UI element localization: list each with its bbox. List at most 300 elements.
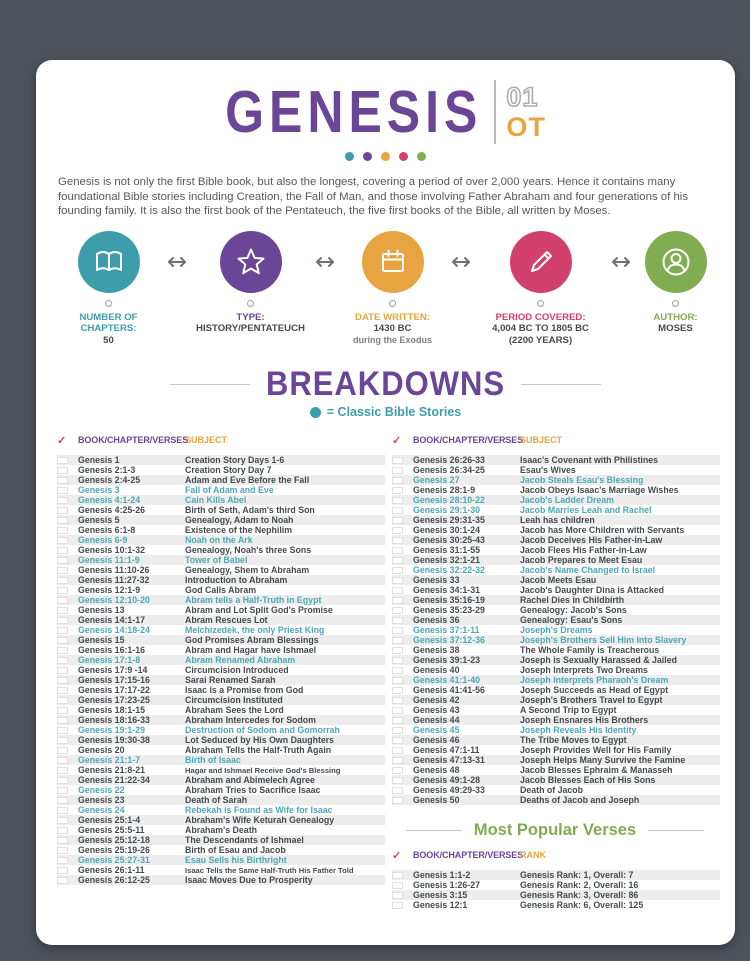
row-text: Tower of Babel bbox=[185, 555, 248, 566]
verse-ref: Genesis 35:23-29 bbox=[413, 605, 485, 616]
row-checkbox bbox=[57, 687, 68, 695]
verse-ref: Genesis 25:19-26 bbox=[78, 845, 150, 856]
row-checkbox bbox=[57, 467, 68, 475]
verse-ref: Genesis 49:1-28 bbox=[413, 775, 480, 786]
row-checkbox bbox=[57, 667, 68, 675]
row-text: Adam and Eve Before the Fall bbox=[185, 475, 310, 486]
row-checkbox bbox=[57, 597, 68, 605]
row-text: Lot Seduced by His Own Daughters bbox=[185, 735, 335, 746]
table-row bbox=[57, 525, 385, 535]
row-checkbox bbox=[57, 477, 68, 485]
stat-type bbox=[189, 231, 313, 347]
row-text: Abraham Tries to Sacrifice Isaac bbox=[185, 785, 321, 796]
verse-ref: Genesis 49:29-33 bbox=[413, 785, 485, 796]
verse-ref: Genesis 30:1-24 bbox=[413, 525, 480, 536]
row-text: Abram tells a Half-Truth in Egypt bbox=[185, 595, 322, 606]
row-checkbox bbox=[57, 827, 68, 835]
row-text: Leah has children bbox=[520, 515, 595, 526]
row-text: Joseph's Brothers Sell Him Into Slavery bbox=[520, 635, 687, 646]
table-row bbox=[392, 725, 720, 735]
row-checkbox bbox=[392, 747, 403, 755]
verse-ref: Genesis 45 bbox=[413, 725, 460, 736]
verse-ref: Genesis 25:1-4 bbox=[78, 815, 141, 826]
table-row bbox=[57, 855, 385, 865]
table-row bbox=[57, 515, 385, 525]
header-divider bbox=[494, 80, 496, 144]
row-text: Abram Renamed Abraham bbox=[185, 655, 296, 666]
row-text: Abraham Tells the Half-Truth Again bbox=[185, 745, 332, 756]
row-checkbox bbox=[392, 777, 403, 785]
table-row bbox=[57, 865, 385, 875]
row-text: Genealogy, Shem to Abraham bbox=[185, 565, 310, 576]
verse-ref: Genesis 47:1-11 bbox=[413, 745, 480, 756]
table-row bbox=[392, 505, 720, 515]
testament-label: OT bbox=[506, 111, 546, 142]
row-text: God Calls Abram bbox=[185, 585, 257, 596]
row-text: Hagar and Ishmael Receive God's Blessing bbox=[185, 765, 341, 775]
verse-ref: Genesis 11:1-9 bbox=[78, 555, 140, 566]
row-checkbox bbox=[57, 847, 68, 855]
table-row bbox=[57, 545, 385, 555]
table-row bbox=[57, 695, 385, 705]
row-text: Creation Story Days 1-6 bbox=[185, 455, 285, 466]
row-checkbox bbox=[57, 697, 68, 705]
verse-ref: Genesis 16:1-16 bbox=[78, 645, 145, 656]
row-checkbox bbox=[392, 637, 403, 645]
column-header-book: BOOK/CHAPTER/VERSES bbox=[78, 435, 189, 446]
stat-value: MOSES bbox=[658, 323, 693, 335]
book-number: 01 bbox=[506, 81, 539, 112]
row-checkbox bbox=[392, 892, 403, 900]
row-checkbox bbox=[392, 557, 403, 565]
verse-ref: Genesis 24 bbox=[78, 805, 125, 816]
table-header bbox=[392, 433, 720, 447]
table-row bbox=[57, 635, 385, 645]
row-checkbox bbox=[392, 902, 403, 910]
table-row bbox=[392, 705, 720, 715]
verse-ref: Genesis 30:25-43 bbox=[413, 535, 485, 546]
row-checkbox bbox=[392, 647, 403, 655]
table-row bbox=[392, 715, 720, 725]
column-header-rank: RANK bbox=[520, 850, 546, 861]
table-row bbox=[392, 615, 720, 625]
verse-ref: Genesis 23 bbox=[78, 795, 125, 806]
table-row bbox=[392, 545, 720, 555]
verse-ref: Genesis 36 bbox=[413, 615, 460, 626]
row-text: Deaths of Jacob and Joseph bbox=[520, 795, 640, 806]
row-text: Genealogy, Noah's three Sons bbox=[185, 545, 312, 556]
row-text: Birth of Seth, Adam's third Son bbox=[185, 505, 315, 516]
row-checkbox bbox=[57, 867, 68, 875]
verse-ref: Genesis 5 bbox=[78, 515, 120, 526]
row-text: Abraham and Abimelech Agree bbox=[185, 775, 315, 786]
column-header-book: BOOK/CHAPTER/VERSES bbox=[413, 435, 524, 446]
table-row bbox=[57, 455, 385, 465]
row-checkbox bbox=[57, 547, 68, 555]
row-checkbox bbox=[392, 737, 403, 745]
row-text: Jacob Steals Esau's Blessing bbox=[520, 475, 644, 486]
table-row bbox=[392, 565, 720, 575]
row-text: Noah on the Ark bbox=[185, 535, 253, 546]
verse-ref: Genesis 21:22-34 bbox=[78, 775, 150, 786]
row-text: Introduction to Abraham bbox=[185, 575, 288, 586]
row-text: Abraham Intercedes for Sodom bbox=[185, 715, 317, 726]
table-row bbox=[392, 475, 720, 485]
row-checkbox bbox=[392, 537, 403, 545]
row-text: The Tribe Moves to Egypt bbox=[520, 735, 627, 746]
row-checkbox bbox=[57, 707, 68, 715]
stat-label: PERIOD COVERED: bbox=[495, 311, 586, 323]
row-checkbox bbox=[392, 577, 403, 585]
table-row bbox=[392, 745, 720, 755]
table-row bbox=[57, 835, 385, 845]
row-text: Joseph Succeeds as Head of Egypt bbox=[520, 685, 669, 696]
verse-ref: Genesis 34:1-31 bbox=[413, 585, 480, 596]
row-text: Genesis Rank: 6, Overall: 125 bbox=[520, 900, 644, 911]
verse-ref: Genesis 28:1-9 bbox=[413, 485, 476, 496]
verse-ref: Genesis 20 bbox=[78, 745, 125, 756]
row-checkbox bbox=[57, 517, 68, 525]
table-row bbox=[392, 675, 720, 685]
table-row bbox=[57, 465, 385, 475]
check-icon: ✓ bbox=[392, 434, 402, 447]
verse-ref: Genesis 25:12-18 bbox=[78, 835, 150, 846]
verse-ref: Genesis 18:1-15 bbox=[78, 705, 145, 716]
verse-ref: Genesis 17:17-22 bbox=[78, 685, 150, 696]
verse-ref: Genesis 22 bbox=[78, 785, 125, 796]
row-text: Jacob Deceives His Father-in-Law bbox=[520, 535, 663, 546]
row-text: Isaac Moves Due to Prosperity bbox=[185, 875, 313, 886]
row-checkbox bbox=[392, 707, 403, 715]
table-row bbox=[392, 535, 720, 545]
row-text: Abraham's Death bbox=[185, 825, 257, 836]
row-text: Jacob's Daughter Dina is Attacked bbox=[520, 585, 665, 596]
row-text: Death of Jacob bbox=[520, 785, 584, 796]
table-row bbox=[57, 475, 385, 485]
row-checkbox bbox=[57, 657, 68, 665]
table-row bbox=[392, 765, 720, 775]
row-text: God Promises Abram Blessings bbox=[185, 635, 319, 646]
stat-value: 1430 BC bbox=[373, 323, 412, 335]
table-row bbox=[392, 645, 720, 655]
verse-ref: Genesis 2:4-25 bbox=[78, 475, 141, 486]
row-text: Jacob has More Children with Servants bbox=[520, 525, 685, 536]
row-text: The Whole Family is Treacherous bbox=[520, 645, 660, 656]
verse-ref: Genesis 26:26-33 bbox=[413, 455, 485, 466]
table-row bbox=[392, 665, 720, 675]
calendar-icon bbox=[362, 231, 424, 293]
verse-ref: Genesis 21:1-7 bbox=[78, 755, 141, 766]
table-row bbox=[392, 655, 720, 665]
verse-ref: Genesis 31:1-55 bbox=[413, 545, 480, 556]
row-checkbox bbox=[57, 797, 68, 805]
table-row bbox=[57, 495, 385, 505]
table-row bbox=[57, 665, 385, 675]
row-checkbox bbox=[392, 687, 403, 695]
row-checkbox bbox=[392, 667, 403, 675]
row-text: Joseph Helps Many Survive the Famine bbox=[520, 755, 686, 766]
row-text: Jacob Flees His Father-in-Law bbox=[520, 545, 647, 556]
row-text: Joseph is Sexually Harassed & Jailed bbox=[520, 655, 677, 666]
row-text: Rachel Dies in Childbirth bbox=[520, 595, 625, 606]
row-checkbox bbox=[57, 837, 68, 845]
row-text: Circumcision Instituted bbox=[185, 695, 283, 706]
row-text: Isaac is a Promise from God bbox=[185, 685, 304, 696]
popular-verses-heading bbox=[392, 821, 718, 840]
row-text: Jacob Marries Leah and Rachel bbox=[520, 505, 652, 516]
row-checkbox bbox=[57, 527, 68, 535]
row-checkbox bbox=[392, 767, 403, 775]
verse-ref: Genesis 1:26-27 bbox=[413, 880, 480, 891]
stat-chapters bbox=[53, 231, 165, 347]
row-checkbox bbox=[57, 627, 68, 635]
row-text: Fall of Adam and Eve bbox=[185, 485, 274, 496]
row-checkbox bbox=[392, 607, 403, 615]
row-text: Jacob Blesses Ephraim & Manasseh bbox=[520, 765, 673, 776]
row-text: Birth of Esau and Jacob bbox=[185, 845, 286, 856]
accent-dot bbox=[345, 152, 354, 161]
row-checkbox bbox=[392, 597, 403, 605]
table-row bbox=[392, 555, 720, 565]
row-text: Abram and Lot Split God's Promise bbox=[185, 605, 333, 616]
row-text: Joseph's Brothers Travel to Egypt bbox=[520, 695, 663, 706]
verse-ref: Genesis 37:12-36 bbox=[413, 635, 485, 646]
breakdowns-heading bbox=[36, 366, 735, 402]
book-icon bbox=[78, 231, 140, 293]
verse-ref: Genesis 35:16-19 bbox=[413, 595, 485, 606]
table-row bbox=[57, 615, 385, 625]
verse-ref: Genesis 41:41-56 bbox=[413, 685, 485, 696]
row-checkbox bbox=[392, 657, 403, 665]
row-text: Isaac's Covenant with Philistines bbox=[520, 455, 658, 466]
header-dots bbox=[36, 152, 735, 161]
verse-ref: Genesis 1 bbox=[78, 455, 120, 466]
table-row bbox=[392, 695, 720, 705]
verse-ref: Genesis 29:31-35 bbox=[413, 515, 485, 526]
table-row bbox=[392, 870, 720, 880]
row-checkbox bbox=[57, 807, 68, 815]
table-row bbox=[57, 705, 385, 715]
popular-verses-title: Most Popular Verses bbox=[473, 821, 637, 840]
row-checkbox bbox=[57, 877, 68, 885]
row-checkbox bbox=[392, 717, 403, 725]
verse-ref: Genesis 14:1-17 bbox=[78, 615, 145, 626]
table-row bbox=[57, 595, 385, 605]
table-row bbox=[392, 625, 720, 635]
header bbox=[36, 74, 735, 150]
stat-value: 4,004 BC TO 1805 BC bbox=[492, 323, 589, 335]
row-checkbox bbox=[392, 487, 403, 495]
row-text: Abraham's Wife Keturah Genealogy bbox=[185, 815, 335, 826]
row-text: Joseph Interprets Pharaoh's Dream bbox=[520, 675, 669, 686]
row-checkbox bbox=[392, 527, 403, 535]
heading-rule bbox=[170, 384, 250, 385]
table-row bbox=[392, 495, 720, 505]
verse-ref: Genesis 25:5-11 bbox=[78, 825, 145, 836]
row-checkbox bbox=[57, 607, 68, 615]
row-text: Birth of Isaac bbox=[185, 755, 241, 766]
table-row bbox=[57, 675, 385, 685]
table-row bbox=[392, 605, 720, 615]
table-row bbox=[57, 825, 385, 835]
row-checkbox bbox=[392, 627, 403, 635]
row-checkbox bbox=[57, 557, 68, 565]
table-row bbox=[392, 585, 720, 595]
table-row bbox=[57, 735, 385, 745]
row-checkbox bbox=[57, 727, 68, 735]
verse-ref: Genesis 2:1-3 bbox=[78, 465, 136, 476]
column-header-book: BOOK/CHAPTER/VERSES bbox=[413, 850, 524, 861]
row-text: Death of Sarah bbox=[185, 795, 248, 806]
person-icon bbox=[645, 231, 707, 293]
table-row bbox=[392, 775, 720, 785]
row-text: Existence of the Nephilim bbox=[185, 525, 293, 536]
stat-value: HISTORY/PENTATEUCH bbox=[196, 323, 305, 335]
stat-label: NUMBER OF CHAPTERS: bbox=[79, 311, 138, 335]
row-checkbox bbox=[392, 517, 403, 525]
table-row bbox=[57, 745, 385, 755]
verse-ref: Genesis 47:13-31 bbox=[413, 755, 485, 766]
row-checkbox bbox=[392, 567, 403, 575]
stat-period-covered bbox=[473, 231, 609, 347]
row-checkbox bbox=[57, 717, 68, 725]
table-row bbox=[57, 655, 385, 665]
verse-ref: Genesis 19:1-29 bbox=[78, 725, 145, 736]
stat-value: 50 bbox=[103, 334, 114, 346]
verse-ref: Genesis 26:34-25 bbox=[413, 465, 485, 476]
row-checkbox bbox=[57, 577, 68, 585]
stat-date-written bbox=[337, 231, 449, 347]
verse-ref: Genesis 41:1-40 bbox=[413, 675, 480, 686]
verse-ref: Genesis 11:27-32 bbox=[78, 575, 150, 586]
arrow-icon bbox=[165, 256, 189, 268]
right-column bbox=[392, 433, 718, 910]
stat-note: during the Exodus bbox=[352, 334, 432, 345]
table-header bbox=[392, 848, 720, 862]
connector-dot bbox=[105, 300, 112, 307]
legend-label: = Classic Bible Stories bbox=[326, 405, 462, 420]
verse-ref: Genesis 33 bbox=[413, 575, 460, 586]
row-checkbox bbox=[57, 617, 68, 625]
table-row bbox=[392, 465, 720, 475]
table-header bbox=[57, 433, 385, 447]
verse-ref: Genesis 39:1-23 bbox=[413, 655, 480, 666]
row-checkbox bbox=[57, 497, 68, 505]
row-text: Jacob's Name Changed to Israel bbox=[520, 565, 656, 576]
verse-ref: Genesis 38 bbox=[413, 645, 460, 656]
verse-ref: Genesis 12:1-9 bbox=[78, 585, 141, 596]
table-row bbox=[57, 805, 385, 815]
table-row bbox=[57, 785, 385, 795]
row-checkbox bbox=[57, 487, 68, 495]
row-checkbox bbox=[392, 617, 403, 625]
verse-ref: Genesis 3 bbox=[78, 485, 120, 496]
row-checkbox bbox=[392, 757, 403, 765]
row-text: Joseph Interprets Two Dreams bbox=[520, 665, 648, 676]
row-text: Jacob Obeys Isaac's Marriage Wishes bbox=[520, 485, 679, 496]
table-row bbox=[392, 890, 720, 900]
stat-value-2: (2200 YEARS) bbox=[508, 334, 573, 346]
table-row bbox=[57, 575, 385, 585]
table-row bbox=[57, 485, 385, 495]
row-checkbox bbox=[392, 507, 403, 515]
verse-ref: Genesis 29:1-30 bbox=[413, 505, 480, 516]
table-row bbox=[57, 625, 385, 635]
popular-table-rows bbox=[392, 870, 720, 910]
row-checkbox bbox=[392, 872, 403, 880]
verse-ref: Genesis 48 bbox=[413, 765, 460, 776]
accent-dot bbox=[417, 152, 426, 161]
page-title: GENESIS bbox=[225, 78, 483, 146]
check-icon: ✓ bbox=[57, 434, 67, 447]
verse-ref: Genesis 6-9 bbox=[78, 535, 128, 546]
row-text: Joseph Provides Well for His Family bbox=[520, 745, 672, 756]
row-text: Genealogy: Jacob's Sons bbox=[520, 605, 627, 616]
verse-ref: Genesis 17:1-8 bbox=[78, 655, 141, 666]
verse-ref: Genesis 19:30-38 bbox=[78, 735, 150, 746]
verse-ref: Genesis 21:8-21 bbox=[78, 765, 145, 776]
row-checkbox bbox=[57, 457, 68, 465]
arrow-icon bbox=[609, 256, 633, 268]
table-row bbox=[57, 505, 385, 515]
row-text: Jacob Blesses Each of His Sons bbox=[520, 775, 656, 786]
row-text: Cain Kills Abel bbox=[185, 495, 247, 506]
row-checkbox bbox=[57, 587, 68, 595]
row-text: Abram Rescues Lot bbox=[185, 615, 268, 626]
stat-label: DATE WRITTEN: bbox=[355, 311, 430, 323]
table-row bbox=[392, 515, 720, 525]
row-text: Esau Sells his Birthright bbox=[185, 855, 287, 866]
row-text: Esau's Wives bbox=[520, 465, 576, 476]
table-row bbox=[57, 645, 385, 655]
verse-ref: Genesis 3:15 bbox=[413, 890, 468, 901]
row-checkbox bbox=[392, 477, 403, 485]
connector-dot bbox=[537, 300, 544, 307]
row-text: Genesis Rank: 3, Overall: 86 bbox=[520, 890, 639, 901]
infographic-card bbox=[36, 60, 735, 945]
table-row bbox=[392, 595, 720, 605]
row-text: Joseph Ensnares His Brothers bbox=[520, 715, 649, 726]
verse-ref: Genesis 50 bbox=[413, 795, 460, 806]
arrow-icon bbox=[313, 256, 337, 268]
row-checkbox bbox=[57, 747, 68, 755]
row-checkbox bbox=[392, 677, 403, 685]
verse-ref: Genesis 32:22-32 bbox=[413, 565, 485, 576]
check-icon: ✓ bbox=[392, 849, 402, 862]
verse-ref: Genesis 17:23-25 bbox=[78, 695, 150, 706]
table-row bbox=[392, 485, 720, 495]
right-table-rows bbox=[392, 455, 720, 805]
table-row bbox=[57, 815, 385, 825]
verse-ref: Genesis 12:1 bbox=[413, 900, 468, 911]
table-row bbox=[392, 880, 720, 890]
row-text: The Descendants of Ishmael bbox=[185, 835, 304, 846]
connector-dot bbox=[389, 300, 396, 307]
verse-ref: Genesis 43 bbox=[413, 705, 460, 716]
table-row bbox=[392, 685, 720, 695]
row-checkbox bbox=[57, 787, 68, 795]
table-row bbox=[392, 795, 720, 805]
row-text: Destruction of Sodom and Gomorrah bbox=[185, 725, 340, 736]
row-checkbox bbox=[392, 697, 403, 705]
table-row bbox=[57, 685, 385, 695]
table-row bbox=[57, 605, 385, 615]
row-checkbox bbox=[57, 537, 68, 545]
row-checkbox bbox=[392, 547, 403, 555]
verse-ref: Genesis 46 bbox=[413, 735, 460, 746]
heading-rule bbox=[406, 830, 462, 831]
verse-ref: Genesis 32:1-21 bbox=[413, 555, 480, 566]
